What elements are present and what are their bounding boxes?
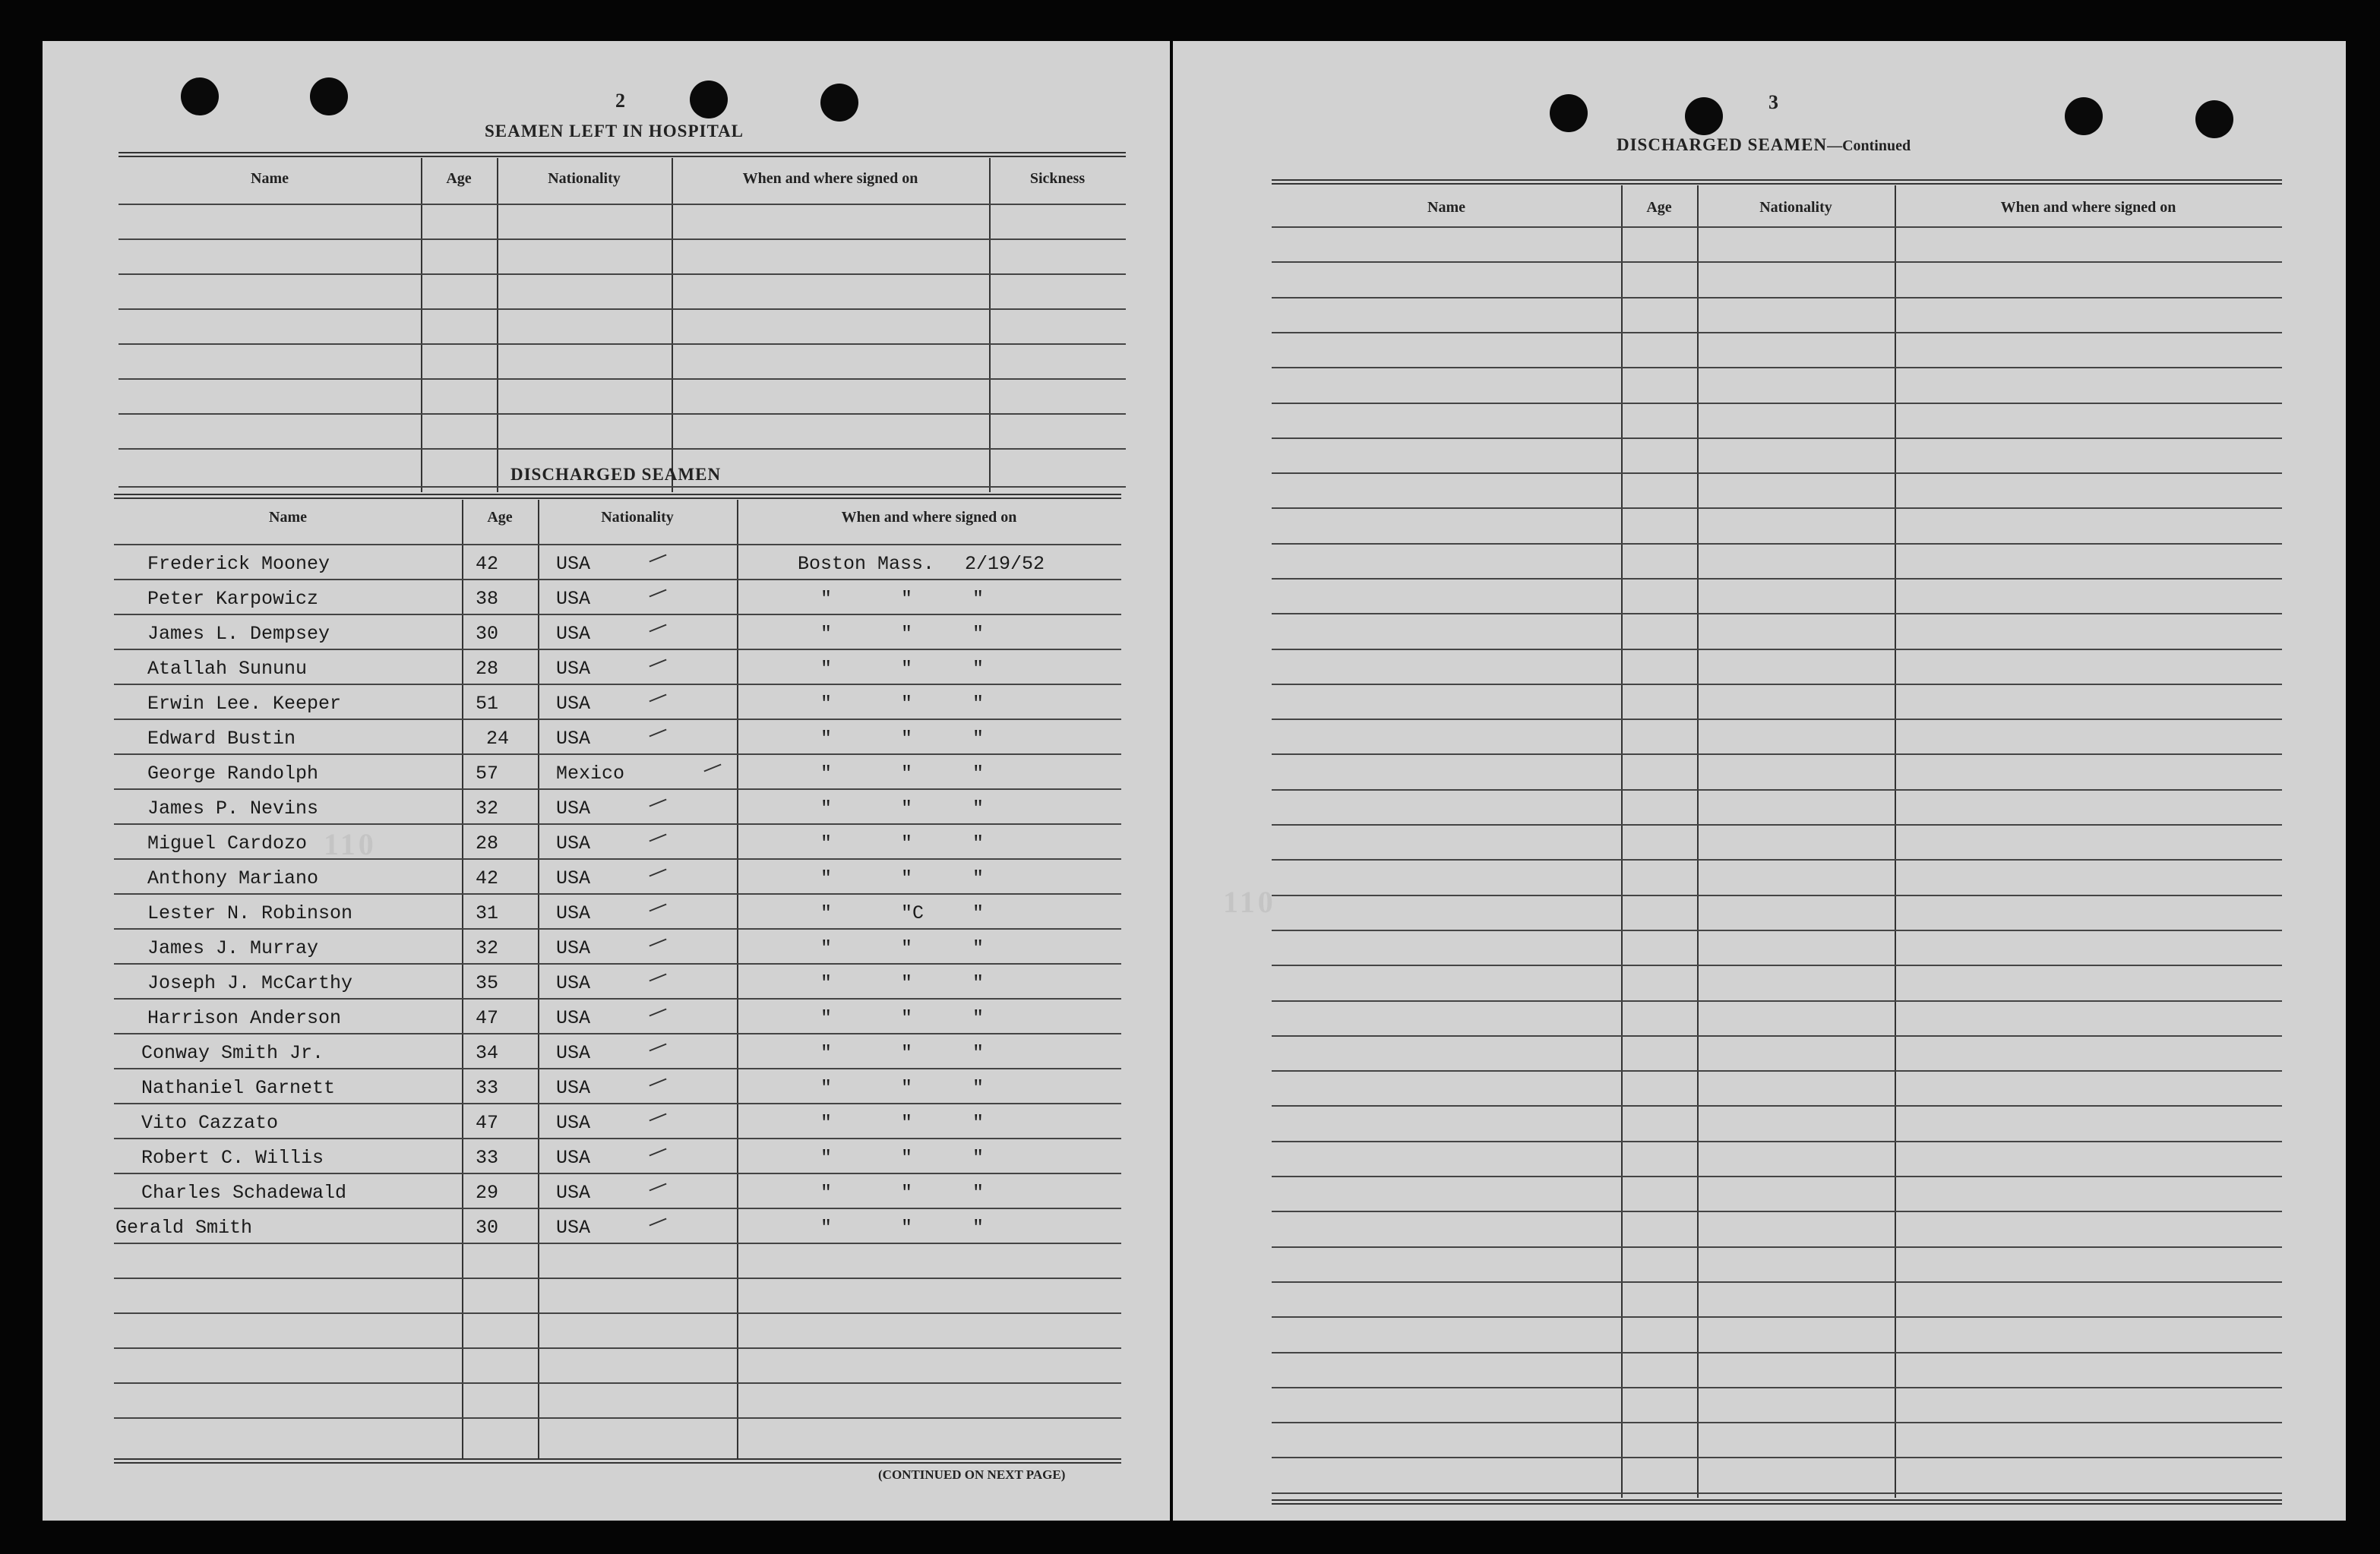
table-row [114, 544, 1121, 579]
table-bottom-rule [1272, 1499, 2282, 1505]
seaman-name: Erwin Lee. Keeper [147, 693, 342, 715]
ditto-mark: " [820, 1077, 833, 1099]
seaman-age: 33 [476, 1077, 499, 1099]
column-divider [672, 158, 673, 492]
ditto-mark: " [972, 763, 985, 785]
table-row [114, 1208, 1121, 1243]
ditto-mark: " [901, 1112, 913, 1134]
row-rule [1272, 332, 2282, 333]
row-rule [1272, 1422, 2282, 1423]
row-rule [1272, 543, 2282, 545]
check-mark [649, 694, 666, 703]
column-header-nationality: Nationality [1759, 199, 1832, 216]
row-rule [1272, 578, 2282, 580]
ditto-mark: " [820, 1217, 833, 1239]
discharged-table [114, 494, 1121, 1463]
seaman-nationality: USA [556, 1077, 591, 1099]
seaman-name: Nathaniel Garnett [141, 1077, 336, 1099]
ditto-mark: " [820, 728, 833, 750]
row-rule [1272, 1141, 2282, 1142]
seaman-nationality: USA [556, 902, 591, 924]
seaman-name: James L. Dempsey [147, 623, 330, 645]
ditto-mark: " [901, 588, 913, 610]
row-rule [114, 1382, 1121, 1384]
ditto-mark: " [820, 658, 833, 680]
ditto-mark: " [901, 798, 913, 820]
ditto-mark: " [820, 1182, 833, 1204]
table-row [114, 998, 1121, 1033]
seaman-age: 33 [476, 1147, 499, 1169]
column-header-name: Name [1427, 199, 1465, 216]
title-main: DISCHARGED SEAMEN [1617, 135, 1828, 154]
seaman-age: 57 [476, 763, 499, 785]
seaman-age: 24 [486, 728, 510, 750]
hospital-section-title: SEAMEN LEFT IN HOSPITAL [485, 122, 744, 141]
column-divider [1895, 185, 1896, 1498]
punch-hole [2195, 100, 2233, 138]
row-rule [1272, 1000, 2282, 1002]
row-rule [114, 1312, 1121, 1314]
ditto-mark: " [901, 1077, 913, 1099]
row-rule [1272, 930, 2282, 931]
check-mark [649, 1044, 666, 1052]
check-mark [649, 1009, 666, 1017]
right-page [1173, 41, 2346, 1521]
column-header-sickness: Sickness [1029, 170, 1086, 187]
row-rule [1272, 1035, 2282, 1037]
seaman-name: George Randolph [147, 763, 319, 785]
row-rule [1272, 789, 2282, 791]
row-rule [1272, 437, 2282, 439]
check-mark [649, 1183, 666, 1192]
check-mark [649, 939, 666, 947]
row-rule [1272, 1457, 2282, 1458]
check-mark [649, 1218, 666, 1227]
seaman-age: 32 [476, 798, 499, 820]
row-rule [119, 413, 1126, 415]
seaman-age: 30 [476, 623, 499, 645]
row-rule [1272, 684, 2282, 685]
row-rule [114, 1347, 1121, 1349]
row-rule [114, 1417, 1121, 1419]
punch-hole [1550, 94, 1588, 132]
ditto-mark: " [972, 728, 985, 750]
row-rule [1272, 367, 2282, 368]
column-divider [497, 158, 498, 492]
ditto-mark: " [901, 1147, 913, 1169]
punch-hole [1685, 97, 1723, 135]
seaman-nationality: USA [556, 623, 591, 645]
column-header-nationality: Nationality [601, 509, 674, 526]
row-rule [1272, 507, 2282, 509]
table-row [114, 893, 1121, 928]
row-rule [1272, 1105, 2282, 1107]
ditto-mark: " [901, 658, 913, 680]
row-rule [1272, 719, 2282, 720]
discharged-section-title: DISCHARGED SEAMEN [510, 465, 722, 484]
check-mark [649, 799, 666, 807]
page-number: 3 [1768, 91, 1778, 113]
column-header-signed-on: When and where signed on [742, 170, 918, 187]
seaman-name: Lester N. Robinson [147, 902, 353, 924]
seaman-age: 42 [476, 867, 499, 889]
left-page [43, 41, 1170, 1521]
row-rule [1272, 753, 2282, 755]
row-rule [119, 343, 1126, 345]
row-rule [1272, 472, 2282, 474]
table-top-rule [1272, 179, 2282, 185]
ditto-mark: " [820, 763, 833, 785]
table-row [114, 719, 1121, 753]
seaman-name: Edward Bustin [147, 728, 296, 750]
ditto-mark: " [820, 798, 833, 820]
row-rule [114, 1278, 1121, 1279]
column-header-nationality: Nationality [548, 170, 621, 187]
continued-footer: (CONTINUED ON NEXT PAGE) [878, 1467, 1066, 1482]
seaman-name: Joseph J. McCarthy [147, 972, 353, 994]
ditto-mark: " [820, 972, 833, 994]
check-mark [649, 624, 666, 633]
row-rule [1272, 226, 2282, 228]
ditto-mark: " [901, 1042, 913, 1064]
check-mark [649, 1148, 666, 1157]
seaman-name: Charles Schadewald [141, 1182, 347, 1204]
row-rule [119, 238, 1126, 240]
ditto-mark: " [901, 867, 913, 889]
seaman-nationality: USA [556, 728, 591, 750]
seaman-name: Miguel Cardozo [147, 832, 308, 854]
seaman-name: Anthony Mariano [147, 867, 319, 889]
punch-hole [820, 84, 858, 122]
row-rule [1272, 895, 2282, 896]
ditto-mark: " [972, 693, 985, 715]
faded-stamp-mark: 110 [1223, 885, 1276, 919]
seaman-nationality: USA [556, 867, 591, 889]
signed-on-place: Boston Mass. [798, 553, 935, 575]
ditto-mark: " [972, 588, 985, 610]
seaman-age: 47 [476, 1112, 499, 1134]
ditto-mark: " [972, 1077, 985, 1099]
row-rule [119, 204, 1126, 205]
table-row [114, 788, 1121, 823]
table-row [114, 858, 1121, 893]
seaman-age: 47 [476, 1007, 499, 1029]
row-rule [1272, 1492, 2282, 1494]
table-row [114, 1033, 1121, 1068]
ditto-mark: " [972, 623, 985, 645]
ditto-mark: " [972, 1042, 985, 1064]
row-rule [1272, 297, 2282, 298]
ditto-mark: " [820, 588, 833, 610]
seaman-age: 30 [476, 1217, 499, 1239]
ditto-mark: " [972, 1112, 985, 1134]
ditto-mark: " [972, 1217, 985, 1239]
row-rule [1272, 1070, 2282, 1072]
column-header-name: Name [251, 170, 289, 187]
ditto-mark: " [972, 658, 985, 680]
seaman-name: Vito Cazzato [141, 1112, 279, 1134]
seaman-name: Harrison Anderson [147, 1007, 342, 1029]
check-mark [649, 1113, 666, 1122]
ditto-mark: " [820, 1007, 833, 1029]
ditto-mark: "C [901, 902, 925, 924]
check-mark [649, 659, 666, 668]
row-rule [114, 1243, 1121, 1244]
ditto-mark: " [972, 798, 985, 820]
column-divider [989, 158, 991, 492]
seaman-name: Gerald Smith [115, 1217, 253, 1239]
seaman-nationality: USA [556, 553, 591, 575]
seaman-nationality: USA [556, 1217, 591, 1239]
table-row [114, 684, 1121, 719]
column-divider [421, 158, 422, 492]
table-row [114, 614, 1121, 649]
continued-table [1272, 179, 2282, 1504]
table-row [114, 823, 1121, 858]
seaman-age: 51 [476, 693, 499, 715]
title-suffix: —Continued [1827, 137, 1911, 154]
row-rule [119, 308, 1126, 310]
seaman-age: 29 [476, 1182, 499, 1204]
ditto-mark: " [901, 832, 913, 854]
seaman-age: 34 [476, 1042, 499, 1064]
check-mark [649, 1079, 666, 1087]
seaman-name: James J. Murray [147, 937, 319, 959]
column-header-name: Name [269, 509, 307, 526]
ditto-mark: " [901, 972, 913, 994]
check-mark [649, 729, 666, 738]
ditto-mark: " [901, 1007, 913, 1029]
seaman-nationality: USA [556, 658, 591, 680]
row-rule [1272, 859, 2282, 861]
ditto-mark: " [901, 623, 913, 645]
seaman-age: 35 [476, 972, 499, 994]
seaman-name: Atallah Sununu [147, 658, 308, 680]
seaman-nationality: USA [556, 693, 591, 715]
seaman-nationality: Mexico [556, 763, 625, 785]
seaman-nationality: USA [556, 1007, 591, 1029]
ditto-mark: " [972, 867, 985, 889]
table-bottom-rule [114, 1458, 1121, 1464]
ditto-mark: " [820, 623, 833, 645]
row-rule [119, 378, 1126, 380]
table-row [114, 963, 1121, 998]
table-row [114, 649, 1121, 684]
ditto-mark: " [972, 1182, 985, 1204]
seaman-nationality: USA [556, 1112, 591, 1134]
row-rule [1272, 1387, 2282, 1388]
row-rule [1272, 1281, 2282, 1283]
ditto-mark: " [820, 1042, 833, 1064]
seaman-nationality: USA [556, 798, 591, 820]
row-rule [1272, 1246, 2282, 1248]
hospital-table [119, 152, 1126, 492]
column-header-signed-on: When and where signed on [841, 509, 1017, 526]
seaman-nationality: USA [556, 588, 591, 610]
row-rule [1272, 1352, 2282, 1353]
row-rule [1272, 1316, 2282, 1318]
table-top-rule [114, 494, 1121, 499]
seaman-age: 31 [476, 902, 499, 924]
row-rule [1272, 403, 2282, 404]
row-rule [1272, 1176, 2282, 1177]
column-header-age: Age [1646, 199, 1672, 216]
column-header-age: Age [487, 509, 513, 526]
seaman-name: Frederick Mooney [147, 553, 330, 575]
column-header-age: Age [446, 170, 472, 187]
ditto-mark: " [820, 937, 833, 959]
ditto-mark: " [901, 693, 913, 715]
check-mark [703, 764, 721, 772]
table-row [114, 1103, 1121, 1138]
table-row [114, 753, 1121, 788]
column-header-signed-on: When and where signed on [2000, 199, 2176, 216]
row-rule [1272, 965, 2282, 966]
seaman-name: James P. Nevins [147, 798, 319, 820]
ditto-mark: " [972, 1147, 985, 1169]
row-rule [119, 486, 1126, 488]
punch-hole [2065, 97, 2103, 135]
ditto-mark: " [901, 763, 913, 785]
ditto-mark: " [901, 1217, 913, 1239]
ditto-mark: " [820, 832, 833, 854]
table-row [114, 928, 1121, 963]
check-mark [649, 974, 666, 982]
ditto-mark: " [972, 937, 985, 959]
check-mark [649, 589, 666, 598]
seaman-nationality: USA [556, 972, 591, 994]
table-top-rule [119, 152, 1126, 157]
signed-on-date: 2/19/52 [965, 553, 1045, 575]
column-divider [1697, 185, 1699, 1498]
ditto-mark: " [820, 867, 833, 889]
row-rule [1272, 261, 2282, 263]
ditto-mark: " [901, 1182, 913, 1204]
discharged-continued-title [1617, 135, 1911, 155]
table-row [114, 579, 1121, 614]
page-number: 2 [615, 90, 625, 112]
row-rule [1272, 1211, 2282, 1212]
seaman-age: 42 [476, 553, 499, 575]
ditto-mark: " [972, 832, 985, 854]
punch-hole [690, 81, 728, 118]
seaman-name: Robert C. Willis [141, 1147, 324, 1169]
seaman-nationality: USA [556, 832, 591, 854]
punch-hole [181, 77, 219, 115]
ditto-mark: " [972, 972, 985, 994]
row-rule [1272, 824, 2282, 826]
row-rule [119, 273, 1126, 275]
punch-hole [310, 77, 348, 115]
seaman-nationality: USA [556, 1182, 591, 1204]
seaman-nationality: USA [556, 937, 591, 959]
seaman-age: 38 [476, 588, 499, 610]
ditto-mark: " [901, 728, 913, 750]
check-mark [649, 554, 666, 563]
seaman-age: 32 [476, 937, 499, 959]
check-mark [649, 904, 666, 912]
table-row [114, 1138, 1121, 1173]
row-rule [1272, 613, 2282, 614]
ditto-mark: " [901, 937, 913, 959]
check-mark [649, 834, 666, 842]
ditto-mark: " [820, 693, 833, 715]
row-rule [1272, 649, 2282, 650]
seaman-name: Peter Karpowicz [147, 588, 319, 610]
ditto-mark: " [820, 1147, 833, 1169]
seaman-nationality: USA [556, 1147, 591, 1169]
column-divider [1621, 185, 1623, 1498]
ditto-mark: " [820, 902, 833, 924]
seaman-age: 28 [476, 832, 499, 854]
faded-stamp-mark: 110 [324, 827, 377, 861]
ditto-mark: " [972, 1007, 985, 1029]
table-row [114, 1068, 1121, 1103]
row-rule [119, 448, 1126, 450]
ditto-mark: " [820, 1112, 833, 1134]
table-row [114, 1173, 1121, 1208]
seaman-name: Conway Smith Jr. [141, 1042, 324, 1064]
ditto-mark: " [972, 902, 985, 924]
seaman-age: 28 [476, 658, 499, 680]
check-mark [649, 869, 666, 877]
seaman-nationality: USA [556, 1042, 591, 1064]
